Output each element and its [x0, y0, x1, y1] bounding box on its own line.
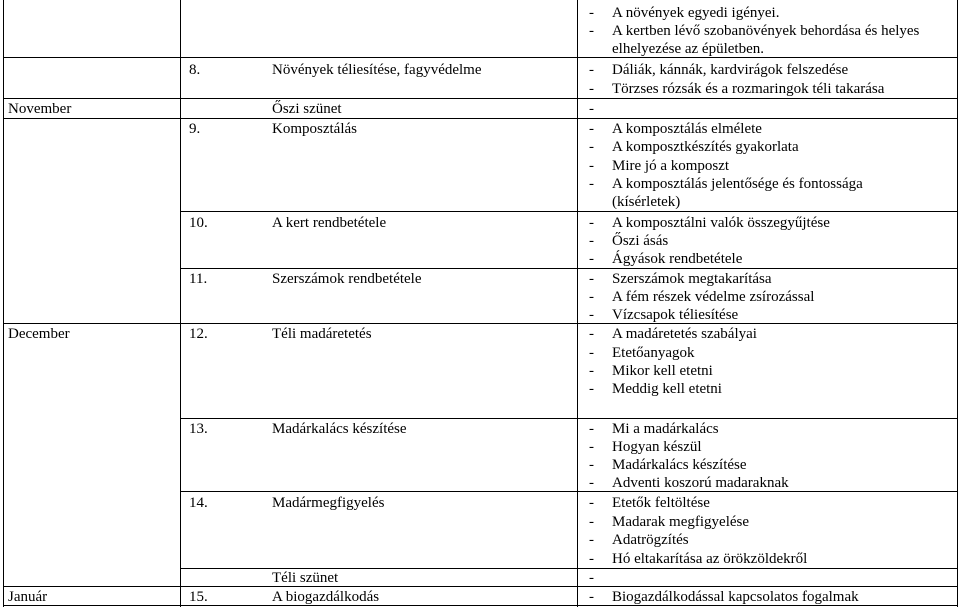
lesson-number: 11.: [189, 271, 208, 287]
lesson-topic: A kert rendbetétele: [272, 215, 387, 231]
lesson-number: 8.: [189, 62, 201, 78]
lesson-number: 10.: [189, 215, 208, 231]
item-dash: -: [589, 345, 594, 361]
item-text: A komposztálni valók összegyűjtése: [612, 215, 830, 231]
item-dash: -: [589, 176, 594, 192]
item-dash: -: [589, 158, 594, 174]
item-dash: -: [589, 23, 594, 39]
item-dash: -: [589, 363, 594, 379]
row-divider: [180, 418, 958, 419]
item-dash: -: [589, 514, 594, 530]
item-dash: -: [589, 532, 594, 548]
lesson-topic: Növények téliesítése, fagyvédelme: [272, 62, 482, 78]
item-text: Dáliák, kánnák, kardvirágok felszedése: [612, 62, 849, 78]
lesson-topic: Madárkalács készítése: [272, 421, 407, 437]
item-dash: -: [589, 495, 594, 511]
table-border-right: [957, 0, 958, 607]
row-divider: [180, 491, 958, 492]
item-dash: -: [589, 421, 594, 437]
column-divider-month: [180, 0, 181, 607]
item-dash: -: [589, 81, 594, 97]
item-text: Vízcsapok téliesítése: [612, 307, 739, 323]
item-text: Madarak megfigyelése: [612, 514, 750, 530]
row-divider: [3, 118, 958, 119]
lesson-number: 12.: [189, 326, 208, 342]
lesson-topic: Madármegfigyelés: [272, 495, 385, 511]
item-text: elhelyezése az épületben.: [612, 41, 764, 57]
item-dash: -: [589, 457, 594, 473]
item-dash: -: [589, 121, 594, 137]
item-text: Mire jó a komposzt: [612, 158, 730, 174]
lesson-topic: Téli madáretetés: [272, 326, 372, 342]
row-divider: [3, 57, 958, 58]
lesson-number: 9.: [189, 121, 201, 137]
item-dash: -: [589, 289, 594, 305]
item-dash: -: [589, 251, 594, 267]
item-text: Mikor kell etetni: [612, 363, 713, 379]
column-divider-topic: [577, 0, 578, 607]
item-text: Szerszámok megtakarítása: [612, 271, 772, 287]
item-text: A kertben lévő szobanövények behordása és helyes: [612, 23, 920, 39]
row-divider: [180, 211, 958, 212]
item-text: Hogyan készül: [612, 439, 702, 455]
item-text: Meddig kell etetni: [612, 381, 722, 397]
item-dash: -: [589, 139, 594, 155]
item-text: Etetők feltöltése: [612, 495, 710, 511]
item-text: A madáretetés szabályai: [612, 326, 757, 342]
item-text: A komposztálás jelentősége és fontossága: [612, 176, 863, 192]
item-dash: -: [589, 570, 594, 586]
item-text: Mi a madárkalács: [612, 421, 719, 437]
item-text: Őszi ásás: [612, 233, 669, 249]
row-divider: [180, 268, 958, 269]
item-dash: -: [589, 233, 594, 249]
item-text: A fém részek védelme zsírozással: [612, 289, 815, 305]
item-text: Ágyások rendbetétele: [612, 251, 743, 267]
row-divider: [3, 98, 958, 99]
item-text: Hó eltakarítása az örökzöldekről: [612, 551, 808, 567]
item-dash: -: [589, 551, 594, 567]
month-label: November: [8, 101, 72, 117]
month-label: Január: [8, 589, 48, 605]
item-dash: -: [589, 271, 594, 287]
item-dash: -: [589, 307, 594, 323]
month-label: December: [8, 326, 70, 342]
item-text: A komposztálás elmélete: [612, 121, 762, 137]
row-divider: [3, 586, 958, 587]
item-text: Etetőanyagok: [612, 345, 695, 361]
item-dash: -: [589, 62, 594, 78]
lesson-number: 14.: [189, 495, 208, 511]
item-dash: -: [589, 215, 594, 231]
lesson-topic: A biogazdálkodás: [272, 589, 380, 605]
row-divider: [3, 323, 958, 324]
item-text: Madárkalács készítése: [612, 457, 747, 473]
lesson-topic: Komposztálás: [272, 121, 357, 137]
item-dash: -: [589, 439, 594, 455]
lesson-number: 13.: [189, 421, 208, 437]
lesson-topic: Őszi szünet: [272, 101, 342, 117]
item-text: A növények egyedi igényei.: [612, 5, 780, 21]
item-dash: -: [589, 475, 594, 491]
item-text: A komposztkészítés gyakorlata: [612, 139, 799, 155]
table-border-left: [3, 0, 4, 607]
item-dash: -: [589, 589, 594, 605]
lesson-topic: Téli szünet: [272, 570, 339, 586]
item-text: Biogazdálkodással kapcsolatos fogalmak: [612, 589, 859, 605]
item-text: (kísérletek): [612, 194, 681, 210]
item-text: Adventi koszorú madaraknak: [612, 475, 789, 491]
item-text: Törzses rózsák és a rozmaringok téli takarása: [612, 81, 885, 97]
lesson-topic: Szerszámok rendbetétele: [272, 271, 422, 287]
item-dash: -: [589, 381, 594, 397]
item-text: Adatrögzítés: [612, 532, 689, 548]
item-dash: -: [589, 326, 594, 342]
lesson-number: 15.: [189, 589, 208, 605]
item-dash: -: [589, 5, 594, 21]
item-dash: -: [589, 101, 594, 117]
